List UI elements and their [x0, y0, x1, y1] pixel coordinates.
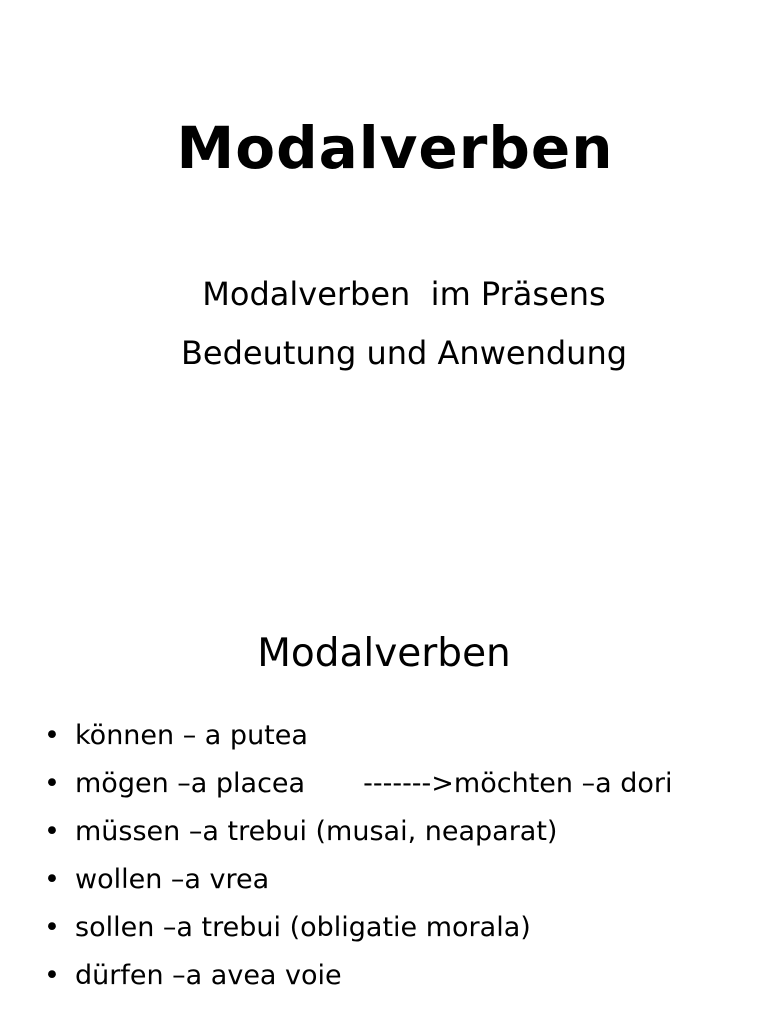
slide-modal-verbs-list [0, 560, 768, 1024]
list-item-text: dürfen –a avea voie [75, 960, 342, 991]
list-item-text: sollen –a trebui (obligatie morala) [75, 912, 531, 943]
bullet-icon: • [44, 768, 60, 799]
list-item [44, 904, 672, 952]
slide-2-heading: Modalverben [257, 631, 511, 676]
list-item-text: mögen –a placea [75, 768, 306, 799]
bullet-icon: • [44, 720, 60, 751]
list-item [44, 856, 672, 904]
list-item-text: können – a putea [75, 720, 308, 751]
list-item [44, 760, 672, 808]
bullet-icon: • [44, 960, 60, 991]
bullet-icon: • [44, 912, 60, 943]
list-item-text: müssen –a trebui (musai, neaparat) [75, 816, 558, 847]
bullet-icon: • [44, 816, 60, 847]
list-item-text: wollen –a vrea [75, 864, 270, 895]
list-item [44, 808, 672, 856]
bullet-icon: • [44, 864, 60, 895]
subtitle-line-1: Modalverben im Präsens [202, 275, 606, 313]
list-item [44, 712, 672, 760]
verb-list [44, 712, 672, 1000]
list-item-extra: ------->möchten –a dori [363, 768, 673, 799]
list-item [44, 952, 672, 1000]
slide-title-heading: Modalverben [176, 114, 614, 182]
subtitle-line-2: Bedeutung und Anwendung [180, 334, 628, 372]
